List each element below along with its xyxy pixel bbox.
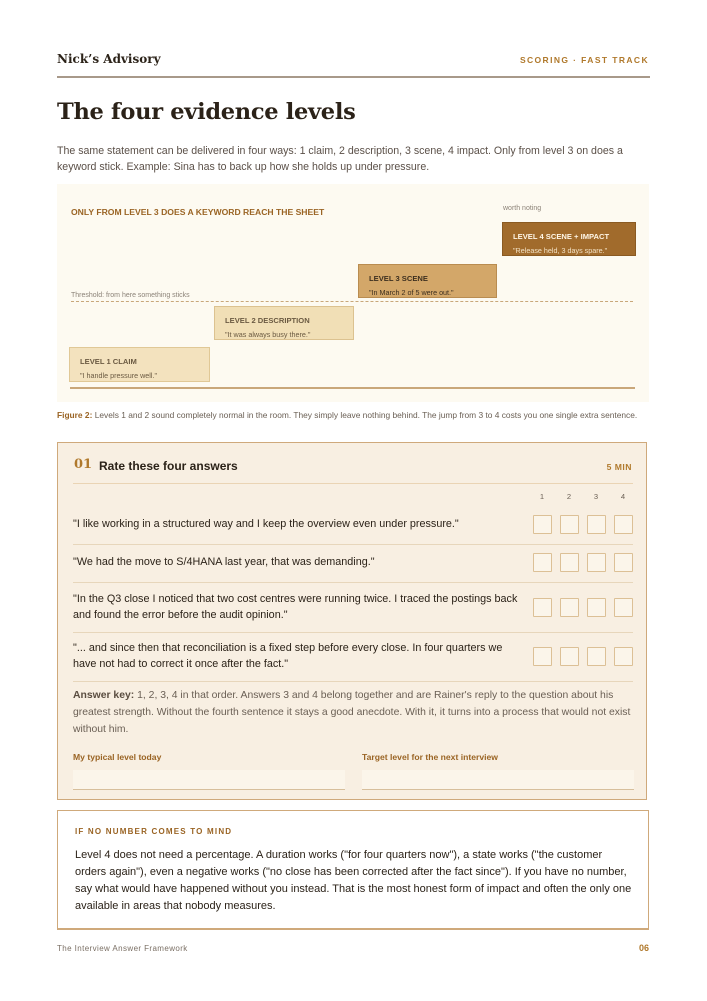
answer-row-1-text: "I like working in a structured way and I keep the overview even under pressure." — [73, 518, 459, 530]
column-header-1: 1 — [539, 492, 545, 501]
column-header-4: 4 — [620, 492, 626, 501]
level-title: LEVEL 2 DESCRIPTION — [225, 316, 310, 325]
section-label: SCORING · FAST TRACK — [519, 55, 649, 65]
rating-checkbox-row2-3[interactable] — [587, 553, 606, 572]
brand-name: Nick’s Advisory — [57, 52, 161, 66]
rating-checkbox-row1-3[interactable] — [587, 515, 606, 534]
answer-row-3-text: "In the Q3 close I noticed that two cost centres were running twice. I traced the postings back and found the error before the audit opinion." — [73, 593, 518, 621]
threshold-label: Threshold: from here something sticks — [71, 292, 190, 299]
level-1-block — [69, 347, 210, 382]
header-divider — [57, 76, 650, 78]
level-quote: "It was always busy there." — [225, 330, 311, 339]
answer-row-2-text: "We had the move to S/4HANA last year, that was demanding." — [73, 556, 375, 568]
threshold-line — [71, 301, 633, 302]
level-quote: "In March 2 of 5 were out." — [369, 288, 454, 297]
tip-label: IF NO NUMBER COMES TO MIND — [75, 827, 233, 836]
exercise-title: Rate these four answers — [99, 459, 238, 473]
level-4-block — [502, 222, 636, 256]
exercise-divider — [73, 483, 633, 484]
caption-text: Levels 1 and 2 sound completely normal in the room. They simply leave nothing behind. The jump from 3 to 4 costs you one single extra sentence. — [94, 410, 638, 420]
rating-checkbox-row4-3[interactable] — [587, 647, 606, 666]
tip-body: Level 4 does not need a percentage. A duration works ("for four quarters now"), a state works ("the customer orders again"), even a negative works ("no close has been corrected after the fact since"). If you have no number, say what would have happened without you instead. That is the most honest form of impact and often the only one available in areas that nobody measures. — [75, 849, 632, 912]
exercise-card — [57, 442, 647, 800]
current-level-label: My typical level today — [73, 752, 162, 762]
answer-key-label: Answer key: — [73, 690, 135, 701]
row-divider — [73, 632, 633, 633]
row-divider — [73, 544, 633, 545]
caption-label: Figure 2: — [57, 410, 93, 420]
figure-caption — [57, 409, 647, 422]
rating-checkbox-row1-2[interactable] — [560, 515, 579, 534]
rating-checkbox-row3-4[interactable] — [614, 598, 633, 617]
tip-box — [57, 810, 649, 930]
level-3-block — [358, 264, 497, 298]
target-level-label: Target level for the next interview — [362, 752, 498, 762]
answer-key — [73, 687, 635, 738]
row-divider — [73, 582, 633, 583]
page-title: The four evidence levels — [57, 99, 356, 125]
footer-title: The Interview Answer Framework — [57, 944, 188, 953]
level-quote: "I handle pressure well." — [80, 371, 158, 380]
rating-checkbox-row1-1[interactable] — [533, 515, 552, 534]
rating-checkbox-row4-4[interactable] — [614, 647, 633, 666]
page-number: 06 — [638, 943, 649, 953]
row-divider — [73, 681, 633, 682]
column-header-2: 2 — [566, 492, 572, 501]
level-title: LEVEL 4 SCENE + IMPACT — [513, 232, 610, 241]
level-title: LEVEL 1 CLAIM — [80, 357, 137, 366]
rating-checkbox-row3-3[interactable] — [587, 598, 606, 617]
evidence-levels-figure — [57, 184, 649, 402]
rating-checkbox-row3-2[interactable] — [560, 598, 579, 617]
figure-heading: ONLY FROM LEVEL 3 DOES A KEYWORD REACH THE SHEET — [71, 207, 325, 217]
answer-row-4-text: "... and since then that reconciliation is a fixed step before every close. In four quarters we have not had to correct it once after the fact." — [73, 642, 503, 670]
rating-checkbox-row1-4[interactable] — [614, 515, 633, 534]
intro-paragraph: The same statement can be delivered in four ways: 1 claim, 2 description, 3 scene, 4 impact. Only from level 3 on does a keyword stick. Example: Sina has to back up how she holds up under pressure. — [57, 145, 623, 173]
exercise-duration: 5 MIN — [606, 462, 632, 472]
figure-baseline — [70, 387, 635, 389]
exercise-number: 01 — [74, 457, 93, 472]
rating-checkbox-row2-2[interactable] — [560, 553, 579, 572]
target-level-field[interactable] — [362, 770, 634, 790]
rating-checkbox-row4-2[interactable] — [560, 647, 579, 666]
current-level-field[interactable] — [73, 770, 345, 790]
rating-checkbox-row2-4[interactable] — [614, 553, 633, 572]
level-quote: "Release held, 3 days spare." — [513, 246, 608, 255]
level-title: LEVEL 3 SCENE — [369, 274, 428, 283]
rating-checkbox-row2-1[interactable] — [533, 553, 552, 572]
worth-noting-label: worth noting — [503, 205, 542, 212]
rating-checkbox-row3-1[interactable] — [533, 598, 552, 617]
rating-checkbox-row4-1[interactable] — [533, 647, 552, 666]
level-2-block — [214, 306, 354, 340]
column-header-3: 3 — [593, 492, 599, 501]
answer-key-text: 1, 2, 3, 4 in that order. Answers 3 and 4 belong together and are Rainer's reply to the question about his greatest strength. Without the fourth sentence it stays a good anecdote. With it, it turns into a process that would not exist without him. — [73, 690, 631, 735]
